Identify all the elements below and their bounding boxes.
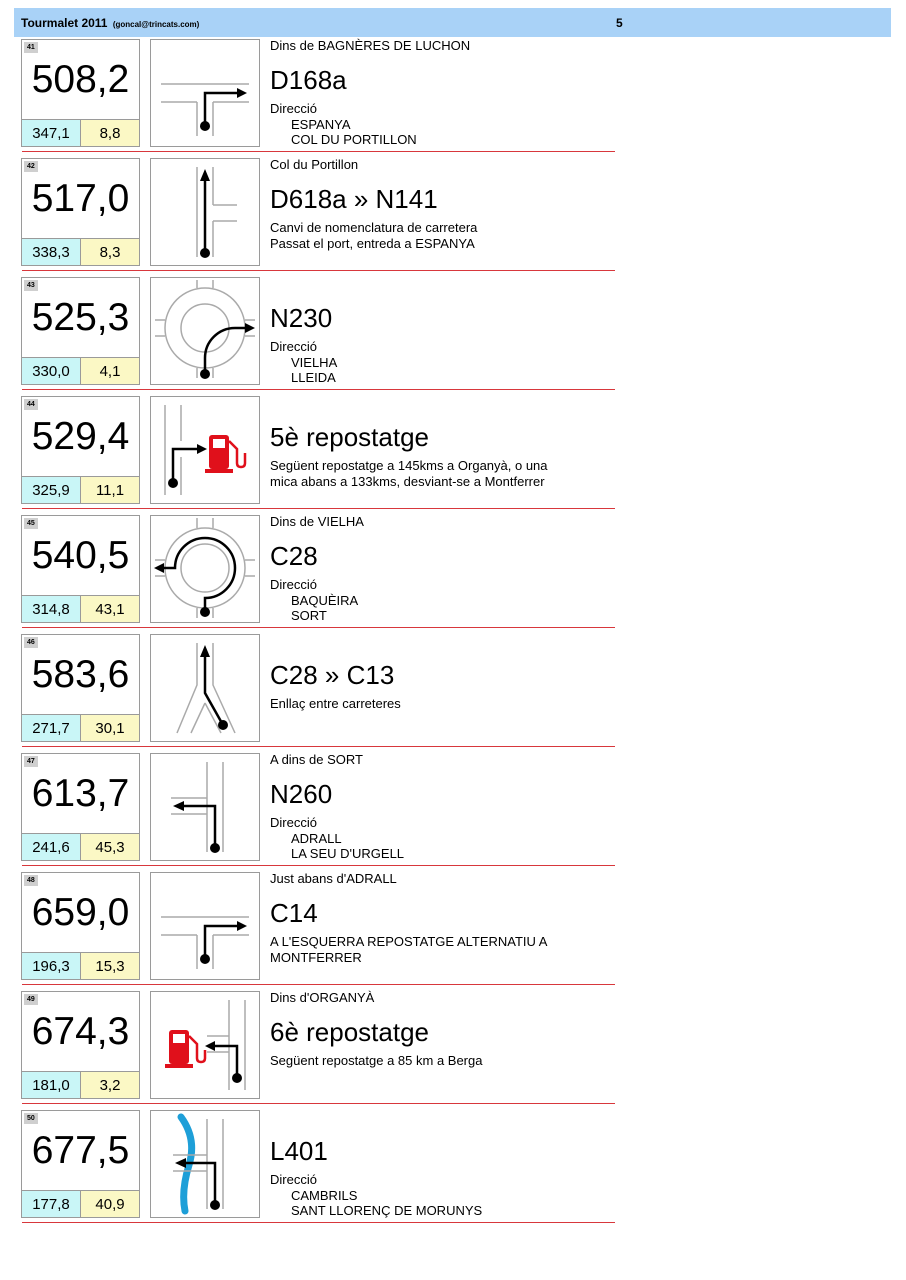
road-name: L401 — [270, 1136, 328, 1166]
total-km: 677,5 — [31, 1129, 130, 1172]
remaining-km: 325,9 — [22, 476, 81, 503]
description-line-1: Següent repostatge a 145kms a Organyà, o una — [270, 458, 548, 473]
destination-1: VIELHA — [291, 355, 338, 370]
road-name: C28 » C13 — [270, 660, 395, 690]
total-km: 517,0 — [31, 177, 130, 220]
total-km: 659,0 — [31, 891, 130, 934]
description-line-2: Passat el port, entreda a ESPANYA — [270, 236, 475, 251]
location-note: Just abans d'ADRALL — [270, 871, 397, 886]
remaining-km: 241,6 — [22, 833, 81, 860]
entry-info — [270, 870, 615, 986]
direction-label: Direcció — [270, 101, 317, 116]
roadbook-entry — [0, 632, 906, 751]
separator — [22, 1103, 615, 1104]
roundabout-right-icon — [150, 277, 260, 385]
entry-info — [270, 513, 615, 629]
total-km: 674,3 — [31, 1010, 130, 1053]
total-km: 508,2 — [31, 58, 130, 101]
destination-1: CAMBRILS — [291, 1188, 358, 1203]
distance-box — [21, 39, 140, 147]
entry-number: 49 — [24, 994, 38, 1005]
turn-left-icon — [150, 753, 260, 861]
separator — [22, 746, 615, 747]
partial-km: 45,3 — [81, 833, 139, 860]
roadbook-entry — [0, 37, 906, 156]
entry-number: 42 — [24, 161, 38, 172]
partial-km: 4,1 — [81, 357, 139, 384]
road-name: 5è repostatge — [270, 422, 430, 452]
remaining-km: 271,7 — [22, 714, 81, 741]
distance-box — [21, 1110, 140, 1218]
distance-box — [21, 515, 140, 623]
entry-number: 43 — [24, 280, 38, 291]
fuel-stop-right-icon — [150, 396, 260, 504]
distance-box — [21, 158, 140, 266]
entry-number: 44 — [24, 399, 38, 410]
entry-number: 48 — [24, 875, 38, 886]
location-note: Dins de BAGNÈRES DE LUCHON — [270, 38, 471, 53]
destination-1: ADRALL — [291, 831, 342, 846]
remaining-km: 196,3 — [22, 952, 81, 979]
entry-number: 50 — [24, 1113, 38, 1124]
roadbook-entry — [0, 275, 906, 394]
direction-label: Direcció — [270, 1172, 317, 1187]
total-km: 583,6 — [31, 653, 130, 696]
destination-2: COL DU PORTILLON — [291, 132, 417, 147]
roadbook-entry — [0, 870, 906, 989]
fuel-stop-left-icon — [150, 991, 260, 1099]
header-email: (goncal@trincats.com) — [112, 20, 200, 29]
entry-info — [270, 632, 615, 748]
t-junction-right-icon — [150, 39, 260, 147]
road-name: D618a » N141 — [270, 184, 438, 214]
description-line-1: Següent repostatge a 85 km a Berga — [270, 1053, 483, 1068]
separator — [22, 627, 615, 628]
entry-info — [270, 1108, 615, 1224]
entry-info — [270, 751, 615, 867]
remaining-km: 181,0 — [22, 1071, 81, 1098]
description-line-1: A L'ESQUERRA REPOSTATGE ALTERNATIU A — [270, 934, 548, 949]
entry-info — [270, 275, 615, 391]
direction-label: Direcció — [270, 339, 317, 354]
location-note: A dins de SORT — [270, 752, 363, 767]
destination-2: LA SEU D'URGELL — [291, 846, 405, 861]
total-km: 529,4 — [31, 415, 130, 458]
road-name: 6è repostatge — [270, 1017, 430, 1047]
total-km: 613,7 — [31, 772, 130, 815]
partial-km: 3,2 — [81, 1071, 139, 1098]
distance-box — [21, 396, 140, 504]
entry-number: 41 — [24, 42, 38, 53]
separator — [22, 984, 615, 985]
destination-1: ESPANYA — [291, 117, 351, 132]
total-km: 525,3 — [31, 296, 130, 339]
description-line-2: mica abans a 133kms, desviant-se a Montferrer — [270, 474, 545, 489]
destination-1: BAQUÈIRA — [291, 593, 359, 608]
roadbook-entry — [0, 513, 906, 632]
entry-info — [270, 156, 615, 272]
destination-2: SANT LLORENÇ DE MORUNYS — [291, 1203, 483, 1218]
entry-info — [270, 989, 615, 1105]
direction-label: Direcció — [270, 577, 317, 592]
separator — [22, 389, 615, 390]
distance-box — [21, 872, 140, 980]
road-name: D168a — [270, 65, 347, 95]
roadbook-entry — [0, 989, 906, 1108]
t-junction-right-icon — [150, 872, 260, 980]
distance-box — [21, 753, 140, 861]
partial-km: 11,1 — [81, 476, 139, 503]
entry-info — [270, 394, 615, 510]
separator — [22, 151, 615, 152]
description-line-1: Enllaç entre carreteres — [270, 696, 401, 711]
roundabout-left-icon — [150, 515, 260, 623]
destination-2: SORT — [291, 608, 327, 623]
distance-box — [21, 991, 140, 1099]
entry-number: 46 — [24, 637, 38, 648]
distance-box — [21, 277, 140, 385]
location-note: Col du Portillon — [270, 157, 359, 172]
roadbook-entry — [0, 751, 906, 870]
roadbook-entry — [0, 156, 906, 275]
entry-number: 45 — [24, 518, 38, 529]
description-line-2: MONTFERRER — [270, 950, 362, 965]
merge-left-icon — [150, 634, 260, 742]
partial-km: 40,9 — [81, 1190, 139, 1217]
roadbook-entry — [0, 1108, 906, 1227]
location-note: Dins de VIELHA — [270, 514, 364, 529]
remaining-km: 314,8 — [22, 595, 81, 622]
entry-info — [270, 37, 615, 153]
roadbook-entry — [0, 394, 906, 513]
road-name: N260 — [270, 779, 333, 809]
description-line-1: Canvi de nomenclatura de carretera — [270, 220, 478, 235]
road-name: N230 — [270, 303, 333, 333]
partial-km: 30,1 — [81, 714, 139, 741]
destination-2: LLEIDA — [291, 370, 336, 385]
separator — [22, 1222, 615, 1223]
distance-box — [21, 634, 140, 742]
page-header — [14, 8, 891, 37]
location-note: Dins d'ORGANYÀ — [270, 990, 375, 1005]
entry-number: 47 — [24, 756, 38, 767]
direction-label: Direcció — [270, 815, 317, 830]
partial-km: 8,3 — [81, 238, 139, 265]
partial-km: 8,8 — [81, 119, 139, 146]
turn-left-river-icon — [150, 1110, 260, 1218]
road-name: C14 — [270, 898, 318, 928]
total-km: 540,5 — [31, 534, 130, 577]
separator — [22, 865, 615, 866]
page-number: 5 — [616, 16, 623, 30]
road-name: C28 — [270, 541, 318, 571]
partial-km: 43,1 — [81, 595, 139, 622]
remaining-km: 347,1 — [22, 119, 81, 146]
header-title: Tourmalet 2011 (goncal@trincats.com) — [21, 16, 200, 30]
remaining-km: 338,3 — [22, 238, 81, 265]
remaining-km: 330,0 — [22, 357, 81, 384]
separator — [22, 270, 615, 271]
separator — [22, 508, 615, 509]
remaining-km: 177,8 — [22, 1190, 81, 1217]
partial-km: 15,3 — [81, 952, 139, 979]
straight-ahead-icon — [150, 158, 260, 266]
